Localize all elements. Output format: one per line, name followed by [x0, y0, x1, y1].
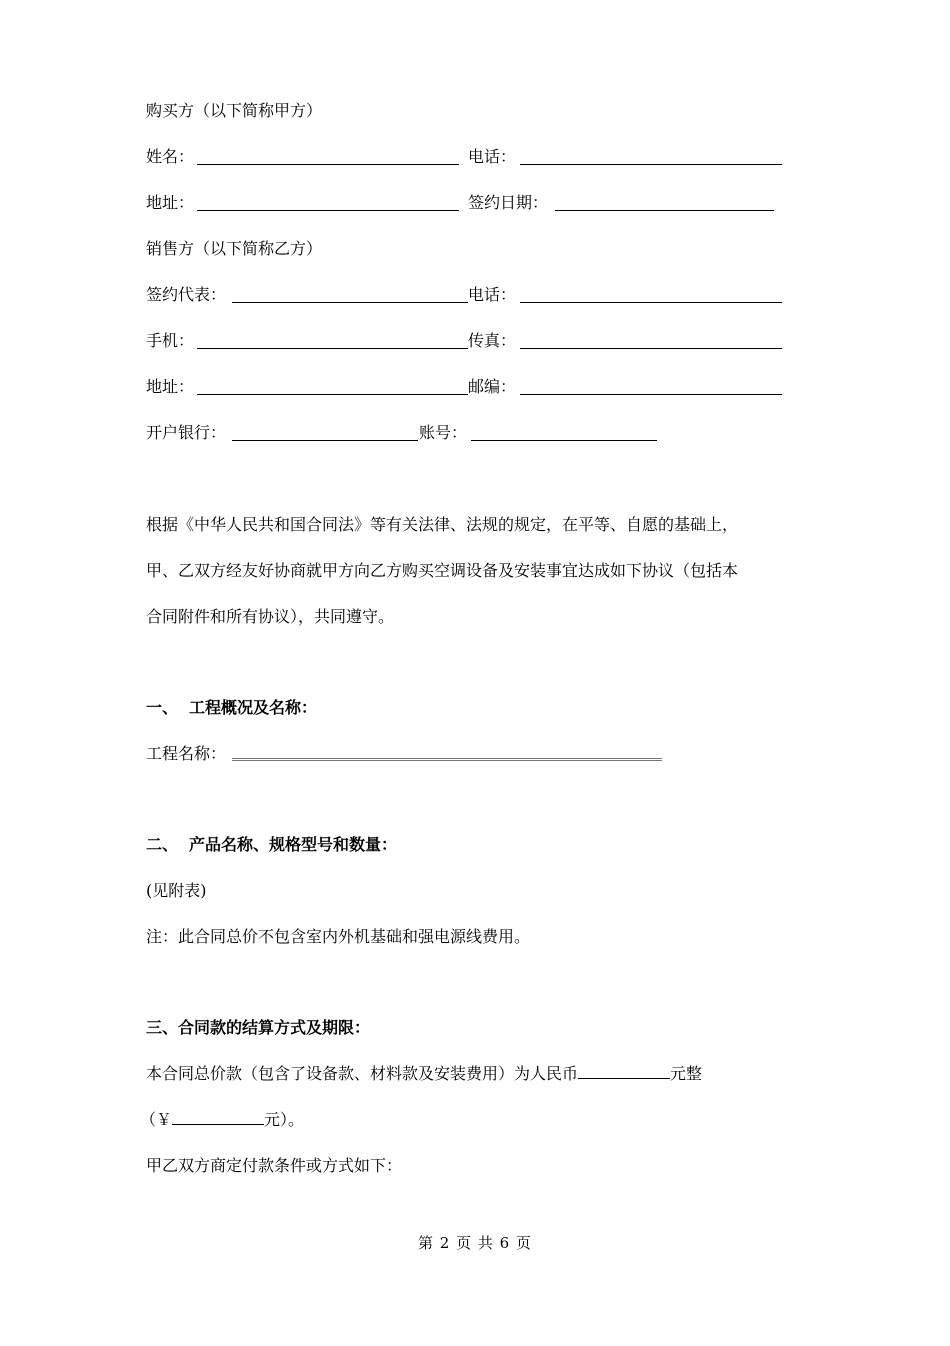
seller-fax-label: 传真：: [468, 331, 517, 350]
seller-fax-field[interactable]: [520, 348, 782, 349]
preamble-line-1: 根据《中华人民共和国合同法》等有关法律、法规的规定，在平等、自愿的基础上，: [146, 515, 739, 534]
preamble-line-3: 合同附件和所有协议），共同遵守。: [146, 607, 395, 626]
section-2-number: 二、: [146, 835, 179, 854]
total-price-text: 本合同总价款（包含了设备款、材料款及安装费用）为人民币: [146, 1064, 579, 1083]
total-price-line: [146, 1063, 702, 1085]
buyer-sign-date-label: 签约日期：: [468, 193, 549, 212]
yen-amount-line: [140, 1109, 304, 1131]
buyer-heading: 购买方（以下简称甲方）: [146, 101, 323, 120]
buyer-phone-field[interactable]: [520, 164, 782, 165]
buyer-phone-label: 电话：: [468, 147, 517, 166]
seller-postcode-field[interactable]: [520, 394, 782, 395]
total-price-suffix: 元整: [670, 1064, 703, 1083]
seller-heading: 销售方（以下简称乙方）: [146, 239, 323, 258]
section-1-title: 工程概况及名称：: [189, 698, 318, 717]
seller-postcode-label: 邮编：: [468, 377, 517, 396]
seller-mobile-field[interactable]: [197, 348, 468, 349]
buyer-name-field[interactable]: [197, 164, 459, 165]
yen-suffix: 元）。: [264, 1110, 305, 1129]
seller-phone-label: 电话：: [468, 285, 517, 304]
seller-address-field[interactable]: [197, 394, 468, 395]
buyer-address-label: 地址：: [146, 193, 195, 212]
buyer-address-field[interactable]: [197, 210, 459, 211]
see-attached-note: (见附表): [146, 881, 207, 900]
buyer-sign-date-field[interactable]: [555, 210, 774, 211]
buyer-name-label: 姓名：: [146, 147, 195, 166]
yen-prefix: （￥: [140, 1110, 173, 1129]
section-3-title: 三、合同款的结算方式及期限：: [146, 1018, 371, 1037]
seller-bank-label: 开户银行：: [146, 423, 227, 442]
seller-account-label: 账号：: [419, 423, 468, 442]
seller-account-field[interactable]: [471, 440, 657, 441]
seller-rep-field[interactable]: [232, 302, 468, 303]
seller-bank-field[interactable]: [232, 440, 418, 441]
seller-mobile-label: 手机：: [146, 331, 195, 350]
seller-phone-field[interactable]: [520, 302, 782, 303]
section-1-number: 一、: [146, 698, 179, 717]
total-price-amount-field[interactable]: [578, 1064, 670, 1079]
seller-address-label: 地址：: [146, 377, 195, 396]
seller-rep-label: 签约代表：: [146, 285, 227, 304]
project-name-label: 工程名称：: [146, 744, 227, 763]
section-2-title: 产品名称、规格型号和数量：: [189, 835, 398, 854]
price-exclusion-note: 注：此合同总价不包含室内外机基础和强电源线费用。: [146, 927, 531, 946]
yen-amount-field[interactable]: [172, 1110, 264, 1125]
page-number: 第 2 页 共 6 页: [418, 1234, 532, 1252]
project-name-field[interactable]: [232, 758, 662, 761]
preamble-line-2: 甲、乙双方经友好协商就甲方向乙方购买空调设备及安装事宜达成如下协议（包括本: [146, 561, 739, 580]
payment-terms-intro: 甲乙双方商定付款条件或方式如下：: [146, 1156, 403, 1175]
